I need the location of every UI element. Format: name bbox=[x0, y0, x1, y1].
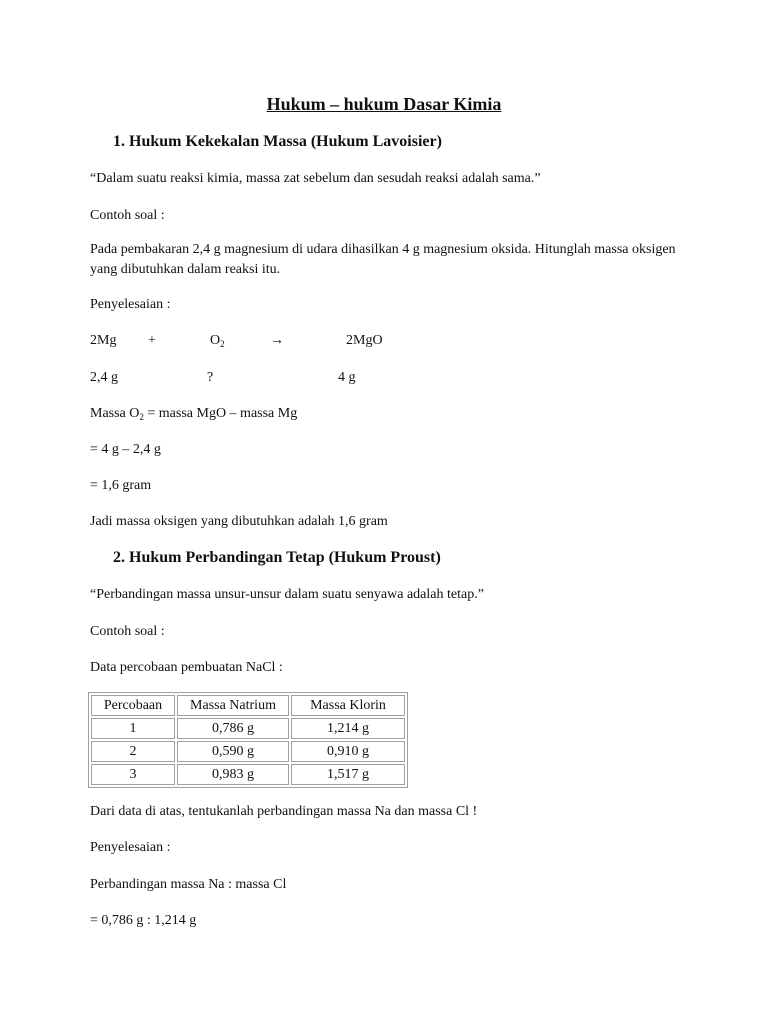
quantity-mg: 2,4 g bbox=[90, 370, 118, 385]
table-cell: 0,786 g bbox=[177, 718, 289, 739]
section2-data-label: Data percobaan pembuatan NaCl : bbox=[90, 660, 283, 675]
table-cell: 3 bbox=[91, 764, 175, 785]
section1-heading: 1. Hukum Kekekalan Massa (Hukum Lavoisier) bbox=[113, 133, 442, 150]
equation-plus: + bbox=[148, 333, 156, 348]
section2-quote: “Perbandingan massa unsur-unsur dalam suatu senyawa adalah tetap.” bbox=[90, 587, 484, 602]
quantity-o2: ? bbox=[207, 370, 214, 385]
section2-question: Dari data di atas, tentukanlah perbandingan massa Na dan massa Cl ! bbox=[90, 804, 478, 819]
table-header-cell: Percobaan bbox=[91, 695, 175, 716]
table-cell: 0,590 g bbox=[177, 741, 289, 762]
section2-heading: 2. Hukum Perbandingan Tetap (Hukum Proust) bbox=[113, 549, 441, 566]
table-cell: 0,910 g bbox=[291, 741, 405, 762]
table-header-row bbox=[91, 695, 405, 716]
equation-reactant-mg: 2Mg bbox=[90, 333, 117, 348]
section1-quote: “Dalam suatu reaksi kimia, massa zat sebelum dan sesudah reaksi adalah sama.” bbox=[90, 171, 541, 186]
table-header-cell: Massa Klorin bbox=[291, 695, 405, 716]
table-cell: 1,517 g bbox=[291, 764, 405, 785]
ratio-label: Perbandingan massa Na : massa Cl bbox=[90, 877, 287, 892]
equation-reactant-o2: $O_2$ bbox=[210, 333, 225, 349]
section1-solution-label: Penyelesaian : bbox=[90, 297, 171, 312]
quantity-mgo: 4 g bbox=[338, 370, 356, 385]
equation-product: 2MgO bbox=[346, 333, 383, 348]
ratio-line-1: = 0,786 g : 1,214 g bbox=[90, 913, 197, 928]
table-header-cell: Massa Natrium bbox=[177, 695, 289, 716]
page-title: Hukum – hukum Dasar Kimia bbox=[266, 94, 502, 114]
nacl-data-table bbox=[88, 692, 408, 788]
section2-example-label: Contoh soal : bbox=[90, 624, 165, 639]
equation-arrow: → bbox=[270, 333, 284, 348]
table-cell: 2 bbox=[91, 741, 175, 762]
section1-conclusion: Jadi massa oksigen yang dibutuhkan adalah 1,6 gram bbox=[90, 514, 388, 529]
section1-example-label: Contoh soal : bbox=[90, 208, 165, 223]
table-row bbox=[91, 718, 405, 739]
section2-solution-label: Penyelesaian : bbox=[90, 840, 171, 855]
table-cell: 1 bbox=[91, 718, 175, 739]
section1-problem: Pada pembakaran 2,4 g magnesium di udara dihasilkan 4 g magnesium oksida. Hitunglah massa oksigen yang dibutuhkan dalam reaksi itu. bbox=[90, 242, 676, 277]
table-cell: 1,214 g bbox=[291, 718, 405, 739]
table-cell: 0,983 g bbox=[177, 764, 289, 785]
calc-line-2: = 4 g – 2,4 g bbox=[90, 442, 161, 457]
table-row bbox=[91, 764, 405, 785]
calc-line-3: = 1,6 gram bbox=[90, 478, 152, 493]
calc-line-1: Massa $O_2$ = massa MgO – massa Mg bbox=[90, 406, 298, 422]
table-row bbox=[91, 741, 405, 762]
